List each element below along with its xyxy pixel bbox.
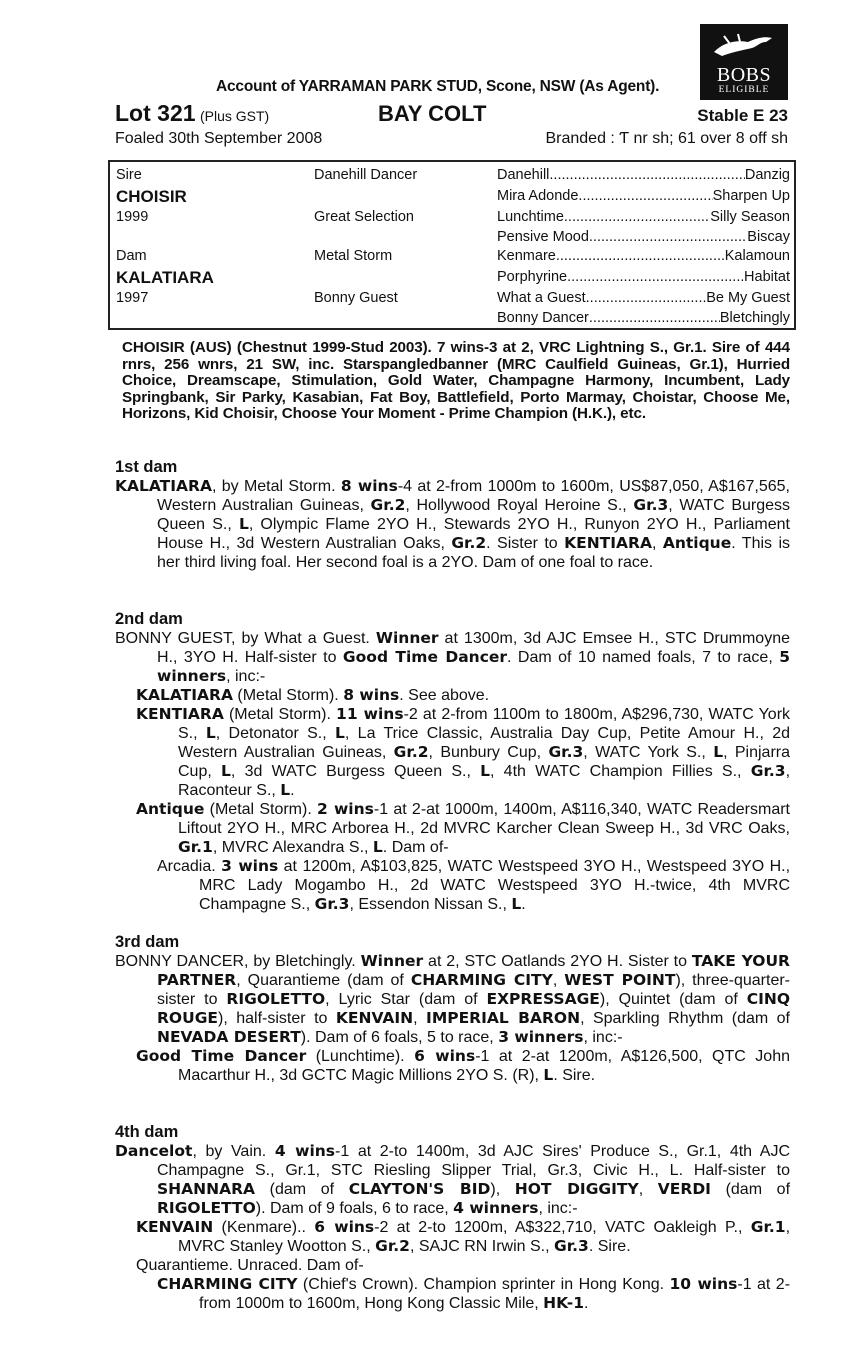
sire-label: Sire <box>116 167 142 183</box>
dam-label: Dam <box>116 248 147 264</box>
third-dam-intro: BONNY DANCER, by Bletchingly. Winner at 2, STC Oatlands 2YO H. Sister to TAKE YOUR PARTNER, Quarantieme (dam of CHARMING CITY, WEST POINT), three-quarter-sister to RIGOLETTO, Lyric Star (dam of EXPRESSAGE), Quintet (dam of CINQ ROUGE), half-sister to KENVAIN, IMPERIAL BARON, Sparkling Rhythm (dam of NEVADA DESERT). Dam of 6 foals, 5 to race, 3 winners, inc:- <box>115 952 790 1046</box>
sire-year: 1999 <box>116 209 149 225</box>
first-dam-section <box>115 458 790 572</box>
vendor-account: Account of YARRAMAN PARK STUD, Scone, NSW (As Agent). <box>216 78 660 95</box>
sire-dam: Great Selection <box>314 209 414 225</box>
bold-text: L <box>713 743 724 761</box>
bold-text: EXPRESSAGE <box>486 990 600 1008</box>
bold-text: SHANNARA <box>157 1180 256 1198</box>
dam-year: 1997 <box>116 290 149 306</box>
bold-text: 8 wins <box>340 477 398 495</box>
bold-text: KENTIARA <box>564 534 652 552</box>
ancestor-row: Mira Adonde ..... Sharpen Up <box>497 188 790 205</box>
stable-number: Stable E 23 <box>697 106 788 125</box>
bold-text: L <box>280 781 291 799</box>
bold-text: Gr.2 <box>370 496 406 514</box>
dam-name: KALATIARA <box>116 268 214 287</box>
bold-text: L <box>238 515 249 533</box>
lot-number <box>115 100 269 127</box>
bold-text: VERDI <box>657 1180 711 1198</box>
bold-text: Gr.1 <box>178 838 213 856</box>
bold-text: 4 winners <box>453 1199 539 1217</box>
bold-text: HOT DIGGITY <box>514 1180 639 1198</box>
bold-text: CLAYTON'S BID <box>348 1180 491 1198</box>
bold-text: KENTIARA <box>136 705 224 723</box>
bold-text: 3 winners <box>498 1028 584 1046</box>
bold-text: Gr.3 <box>633 496 669 514</box>
pedigree-table <box>108 160 796 330</box>
bold-text: Dancelot <box>115 1142 193 1160</box>
first-dam-heading: 1st dam <box>115 458 178 476</box>
bold-text: TAKE YOUR PARTNER <box>157 952 790 989</box>
bold-text: WEST POINT <box>564 971 676 989</box>
second-dam-intro: BONNY GUEST, by What a Guest. Winner at 1300m, 3d AJC Emsee H., STC Drummoyne H., 3YO H. Half-sister to Good Time Dancer. Dam of 10 named foals, 7 to race, 5 winners, inc:- <box>115 629 791 685</box>
bold-text: L <box>372 838 383 856</box>
bold-text: KENVAIN <box>335 1009 414 1027</box>
bold-text: KENVAIN <box>136 1218 214 1236</box>
bold-text: RIGOLETTO <box>226 990 326 1008</box>
bold-text: KALATIARA <box>136 686 233 704</box>
second-dam-section <box>115 610 790 914</box>
bold-text: CHARMING CITY <box>410 971 553 989</box>
bold-text: 5 winners <box>157 648 790 685</box>
brand-info: Branded : Ƭ nr sh; 61 over 8 off sh <box>545 130 788 147</box>
fourth-dam-section <box>115 1123 790 1313</box>
bold-text: 8 wins <box>343 686 400 704</box>
bold-text: Winner <box>360 952 424 970</box>
bold-text: Good Time Dancer <box>136 1047 307 1065</box>
bold-text: Gr.1 <box>750 1218 786 1236</box>
sire-sire: Danehill Dancer <box>314 167 418 183</box>
lot-note: (Plus GST) <box>199 108 270 124</box>
sire-name: CHOISIR <box>116 187 187 206</box>
bobs-eligible-logo <box>700 24 788 100</box>
bold-text: Gr.3 <box>548 743 584 761</box>
bold-text: NEVADA DESERT <box>157 1028 301 1046</box>
bold-text: Gr.2 <box>375 1237 410 1255</box>
bold-text: RIGOLETTO <box>157 1199 256 1217</box>
ancestor-row: Pensive Mood ..... Biscay <box>497 229 790 246</box>
second-dam-grand-progeny: Arcadia. 3 wins at 1200m, A$103,825, WATC Westspeed 3YO H., Westspeed 3YO H., MRC Lady Mogambo H., 2d WATC Westspeed 3YO H.-twice, 4th MVRC Champagne S., Gr.3, Essendon Nissan S., L. <box>157 857 791 913</box>
ancestor-row: Porphyrine ..... Habitat <box>497 269 790 286</box>
bold-text: Gr.3 <box>750 762 786 780</box>
bold-text: 4 wins <box>274 1142 336 1160</box>
fourth-dam-progeny: Quarantieme. Unraced. Dam of- <box>136 1257 364 1274</box>
bold-text: L <box>480 762 490 780</box>
bold-text: IMPERIAL BARON <box>426 1009 581 1027</box>
second-dam-progeny: KALATIARA (Metal Storm). 8 wins. See above. <box>136 686 490 704</box>
sire-summary: CHOISIR (AUS) (Chestnut 1999-Stud 2003). 7 wins-3 at 2, VRC Lightning S., Gr.1. Sire of 444 rnrs, 256 wnrs, 21 SW, inc. Starspangledbanner (MRC Caulfield Guineas, Gr.1), Hurried Choice, Dreamscape, Stimulation, Gold Water, Champagne Harmony, Incumbent, Lady Springbank, Sir Parky, Kasabian, Fat Boy, Battlefield, Porto Marmay, Choistar, Choose Me, Horizons, Kid Choisir, Choose Your Moment - Prime Champion (H.K.), etc. <box>122 339 790 423</box>
bold-text: KALATIARA <box>115 477 212 495</box>
bold-text: Gr.2 <box>393 743 429 761</box>
bold-text: CINQ ROUGE <box>157 990 790 1027</box>
fourth-dam-heading: 4th dam <box>115 1123 179 1141</box>
ancestor-row: What a Guest ..... Be My Guest <box>497 290 790 307</box>
second-dam-progeny: KENTIARA (Metal Storm). 11 wins-2 at 2-from 1100m to 1800m, A$296,730, WATC York S., L, Detonator S., L, La Trice Classic, Australia Day Cup, Petite Amour H., 2d Western Australian Guineas, Gr.2, Bunbury Cup, Gr.3, WATC York S., L, Pinjarra Cup, L, 3d WATC Burgess Queen S., L, 4th WATC Champion Fillies S., Gr.3, Raconteur S., L. <box>136 705 791 799</box>
bold-text: 2 wins <box>317 800 374 818</box>
bold-text: Antique <box>662 534 732 552</box>
bold-text: Winner <box>375 629 439 647</box>
bold-text: L <box>543 1066 554 1084</box>
second-dam-progeny: Antique (Metal Storm). 2 wins-1 at 2-at 1000m, 1400m, A$116,340, WATC Readersmart Liftout 2YO H., MRC Arborea H., 2d MVRC Karcher Clean Sweep H., 3d VRC Oaks, Gr.1, MVRC Alexandra S., L. Dam of- <box>136 800 790 856</box>
third-dam-heading: 3rd dam <box>115 933 180 951</box>
fourth-dam-grand-progeny: CHARMING CITY (Chief's Crown). Champion sprinter in Hong Kong. 10 wins-1 at 2-from 1000m to 1600m, Hong Kong Classic Mile, HK-1. <box>157 1275 791 1312</box>
bold-text: 3 wins <box>221 857 279 875</box>
bold-text: HK-1 <box>543 1294 585 1312</box>
logo-line-2: ELIGIBLE <box>718 85 770 95</box>
foaled-date: Foaled 30th September 2008 <box>115 130 323 147</box>
bold-text: Gr.3 <box>314 895 350 913</box>
bold-text: 11 wins <box>336 705 404 723</box>
bold-text: 6 wins <box>414 1047 476 1065</box>
bold-text: CHARMING CITY <box>157 1275 298 1293</box>
bold-text: Gr.2 <box>451 534 487 552</box>
ancestor-row: Bonny Dancer ..... Bletchingly <box>497 310 790 327</box>
fourth-dam-intro: Dancelot, by Vain. 4 wins-1 at 2-to 1400m, 3d AJC Sires' Produce S., Gr.1, 4th AJC Champagne S., Gr.1, STC Riesling Slipper Trial, Gr.3, Civic H., L. Half-sister to SHANNARA (dam of CLAYTON'S BID), HOT DIGGITY, VERDI (dam of RIGOLETTO). Dam of 9 foals, 6 to race, 4 winners, inc:- <box>115 1142 791 1217</box>
bold-text: 10 wins <box>669 1275 738 1293</box>
second-dam-heading: 2nd dam <box>115 610 183 628</box>
bold-text: Gr.3 <box>554 1237 589 1255</box>
lot-label: Lot 321 <box>115 100 196 126</box>
ancestor-row: Lunchtime ..... Silly Season <box>497 209 790 226</box>
bold-text: L <box>511 895 522 913</box>
ancestor-row: Danehill ..... Danzig <box>497 167 790 184</box>
third-dam-section <box>115 933 790 1085</box>
bold-text: Good Time Dancer <box>342 648 508 666</box>
first-dam-text: KALATIARA, by Metal Storm. 8 wins-4 at 2-from 1000m to 1600m, US$87,050, A$167,565, Western Australian Guineas, Gr.2, Hollywood Royal Heroine S., Gr.3, WATC Burgess Queen S., L, Olympic Flame 2YO H., Stewards 2YO H., Runyon 2YO H., Parliament House H., 3d Western Australian Oaks, Gr.2. Sister to KENTIARA, Antique. This is her third living foal. Her second foal is a 2YO. Dam of one foal to race. <box>115 477 791 571</box>
bold-text: L <box>335 724 345 742</box>
bold-text: L <box>205 724 216 742</box>
fourth-dam-progeny: KENVAIN (Kenmare).. 6 wins-2 at 2-to 1200m, A$322,710, VATC Oakleigh P., Gr.1, MVRC Stanley Wootton S., Gr.2, SAJC RN Irwin S., Gr.3. Sire. <box>136 1218 791 1255</box>
bold-text: L <box>221 762 231 780</box>
horse-description: BAY COLT <box>378 101 487 126</box>
bold-text: 6 wins <box>314 1218 375 1236</box>
horse-icon <box>710 30 778 60</box>
dam-sire: Metal Storm <box>314 248 393 264</box>
dam-dam: Bonny Guest <box>314 290 398 306</box>
third-dam-progeny: Good Time Dancer (Lunchtime). 6 wins-1 at 2-at 1200m, A$126,500, QTC John Macarthur H., 3d GCTC Magic Millions 2YO S. (R), L. Sire. <box>136 1047 790 1084</box>
bold-text: Antique <box>136 800 205 818</box>
logo-line-1: BOBS <box>716 64 772 86</box>
ancestor-row: Kenmare ..... Kalamoun <box>497 248 790 265</box>
